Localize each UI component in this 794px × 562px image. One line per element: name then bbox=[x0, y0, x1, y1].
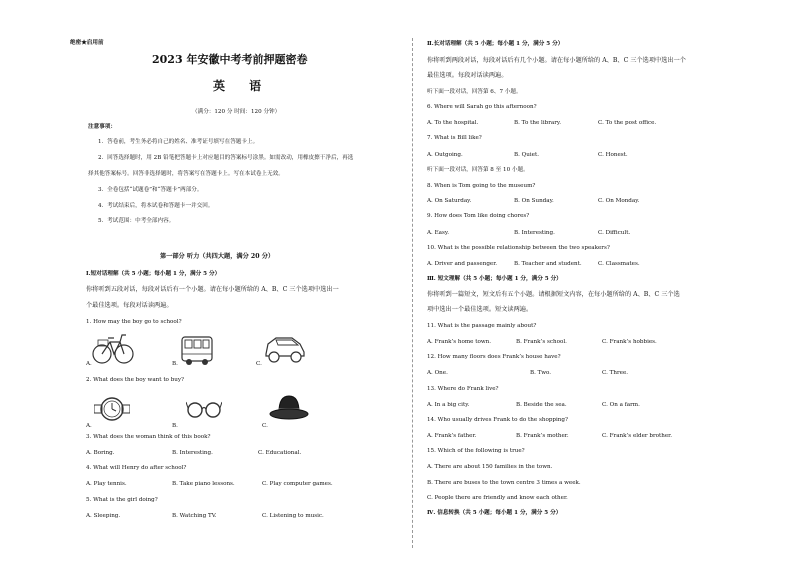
section3-title: Ⅲ. 短文理解（共 5 小题；每小题 1 分，满分 5 分） bbox=[427, 276, 562, 282]
q11-option-c: C. Frank’s hobbies. bbox=[602, 339, 657, 345]
q13-option-c: C. On a farm. bbox=[602, 402, 640, 408]
q12-option-b: B. Two. bbox=[530, 370, 552, 376]
q13-option-b: B. Beside the sea. bbox=[516, 402, 567, 408]
q8-option-b: B. On Sunday. bbox=[514, 198, 554, 204]
exam-info: （满分：120 分 时间：120 分钟） bbox=[192, 109, 281, 115]
q4-option-b: B. Take piano lessons. bbox=[172, 481, 235, 487]
question-6: 6. Where will Sarah go this afternoon? bbox=[427, 104, 537, 110]
question-3: 3. What does the woman think of this book? bbox=[86, 434, 211, 440]
q3-option-b: B. Interesting. bbox=[172, 450, 213, 456]
note-5: 5．考试范围：中考全部内容。 bbox=[98, 218, 175, 224]
q1-option-c: C. bbox=[256, 361, 262, 367]
column-divider bbox=[412, 38, 413, 548]
glasses-icon bbox=[186, 398, 222, 420]
section2-instr-1: 你将听到两段对话，每段对话后有几个小题。请在每小题所给的 A、B、C 三个选项中选出一个 bbox=[427, 57, 686, 64]
q11-option-b: B. Frank’s school. bbox=[516, 339, 567, 345]
note-2: 2．回答选择题时，用 2B 铅笔把答题卡上对应题目的答案标号涂黑。如需改动，用橡皮擦干净后，再选 bbox=[98, 155, 354, 161]
q6-option-c: C. To the post office. bbox=[598, 120, 657, 126]
q6-option-b: B. To the library. bbox=[514, 120, 562, 126]
q14-option-a: A. Frank’s father. bbox=[427, 433, 477, 439]
dialog-8-note: 听下面一段对话，回答第 8 至 10 小题。 bbox=[427, 167, 529, 173]
q10-option-a: A. Driver and passenger. bbox=[427, 261, 498, 267]
note-1: 1．答卷前，考生务必将自己的姓名、准考证号填写在答题卡上。 bbox=[98, 139, 259, 145]
q11-option-a: A. Frank’s home town. bbox=[427, 339, 492, 345]
q7-option-a: A. Outgoing. bbox=[427, 152, 463, 158]
section1-instr-2: 个最佳选项。每段对话读两遍。 bbox=[86, 302, 173, 309]
question-15: 15. Which of the following is true? bbox=[427, 448, 525, 454]
q8-option-a: A. On Saturday. bbox=[427, 198, 472, 204]
section4-title: Ⅳ. 信息转换（共 5 小题；每小题 1 分，满分 5 分） bbox=[427, 510, 562, 516]
section2-instr-2: 最佳选项。每段对话读两遍。 bbox=[427, 72, 508, 79]
q10-option-c: C. Classmates. bbox=[598, 261, 640, 267]
q2-option-b: B. bbox=[172, 423, 178, 429]
bicycle-icon bbox=[92, 330, 134, 366]
q10-option-b: B. Teacher and student. bbox=[514, 261, 582, 267]
q14-option-c: C. Frank’s elder brother. bbox=[602, 433, 673, 439]
section2-title: Ⅱ.长对话理解（共 5 小题；每小题 1 分，满分 5 分） bbox=[427, 41, 564, 47]
question-11: 11. What is the passage mainly about? bbox=[427, 323, 537, 329]
note-4: 4．考试结束后，将本试卷和答题卡一并交回。 bbox=[98, 203, 214, 209]
question-13: 13. Where do Frank live? bbox=[427, 386, 499, 392]
watch-icon bbox=[94, 393, 130, 427]
q3-option-c: C. Educational. bbox=[258, 450, 302, 456]
q9-option-c: C. Difficult. bbox=[598, 230, 631, 236]
subject-title: 英 语 bbox=[213, 79, 272, 93]
secret-mark: 绝密★启用前 bbox=[70, 40, 104, 46]
q2-option-a: A. bbox=[86, 423, 92, 429]
q5-option-c: C. Listening to music. bbox=[262, 513, 324, 519]
q13-option-a: A. In a big city. bbox=[427, 402, 470, 408]
exam-title: 2023 年安徽中考考前押题密卷 bbox=[152, 53, 308, 66]
q5-option-b: B. Watching TV. bbox=[172, 513, 217, 519]
q8-option-c: C. On Monday. bbox=[598, 198, 640, 204]
q4-option-a: A. Play tennis. bbox=[86, 481, 127, 487]
q3-option-a: A. Boring. bbox=[86, 450, 115, 456]
notes-title: 注意事项： bbox=[88, 124, 116, 130]
q2-option-c: C. bbox=[262, 423, 268, 429]
question-7: 7. What is Bill like? bbox=[427, 135, 482, 141]
q9-option-b: B. Interesting. bbox=[514, 230, 555, 236]
q5-option-a: A. Sleeping. bbox=[86, 513, 121, 519]
q6-option-a: A. To the hospital. bbox=[427, 120, 479, 126]
note-3: 3．全卷包括“试题卷”和“答题卡”两部分。 bbox=[98, 187, 203, 193]
part-title: 第一部分 听力（共四大题，满分 20 分） bbox=[160, 253, 275, 260]
question-1: 1. How may the boy go to school? bbox=[86, 319, 182, 325]
question-4: 4. What will Henry do after school? bbox=[86, 465, 187, 471]
question-5: 5. What is the girl doing? bbox=[86, 497, 158, 503]
question-8: 8. When is Tom going to the museum? bbox=[427, 183, 536, 189]
q14-option-b: B. Frank’s mother. bbox=[516, 433, 569, 439]
question-10: 10. What is the possible relationship between the two speakers? bbox=[427, 245, 610, 251]
hat-icon bbox=[268, 392, 310, 424]
q1-option-a: A. bbox=[86, 361, 92, 367]
q1-option-b: B. bbox=[172, 361, 178, 367]
section3-instr-1: 你将听到一篇短文，短文后有五个小题。请根据短文内容，在每小题所给的 A、B、C 三个选 bbox=[427, 291, 680, 298]
section1-instr-1: 你将听到五段对话，每段对话后有一个小题。请在每小题所给的 A、B、C 三个选项中选出一 bbox=[86, 286, 339, 293]
section3-instr-2: 项中选出一个最佳选项。短文读两遍。 bbox=[427, 306, 533, 313]
note-2-cont: 择其他答案标号。回答非选择题时，将答案写在答题卡上。写在本试卷上无效。 bbox=[88, 171, 284, 177]
q9-option-a: A. Easy. bbox=[427, 230, 450, 236]
question-14: 14. Who usually drives Frank to do the shopping? bbox=[427, 417, 568, 423]
section1-title: Ⅰ.短对话理解（共 5 小题；每小题 1 分，满分 5 分） bbox=[86, 271, 221, 277]
dialog-6-note: 听下面一段对话，回答第 6、7 小题。 bbox=[427, 89, 522, 95]
question-9: 9. How does Tom like doing chores? bbox=[427, 213, 530, 219]
q7-option-c: C. Honest. bbox=[598, 152, 628, 158]
q4-option-c: C. Play computer games. bbox=[262, 481, 333, 487]
q15-option-a: A. There are about 150 families in the town. bbox=[427, 464, 553, 470]
bus-icon bbox=[180, 334, 214, 368]
q12-option-a: A. One. bbox=[427, 370, 448, 376]
question-12: 12. How many floors does Frank’s house have? bbox=[427, 354, 561, 360]
car-icon bbox=[262, 330, 308, 366]
question-2: 2. What does the boy want to buy? bbox=[86, 377, 185, 383]
q15-option-b: B. There are buses to the town centre 3 times a week. bbox=[427, 480, 581, 486]
q12-option-c: C. Three. bbox=[602, 370, 629, 376]
q15-option-c: C. People there are friendly and know each other. bbox=[427, 495, 568, 501]
q7-option-b: B. Quiet. bbox=[514, 152, 539, 158]
